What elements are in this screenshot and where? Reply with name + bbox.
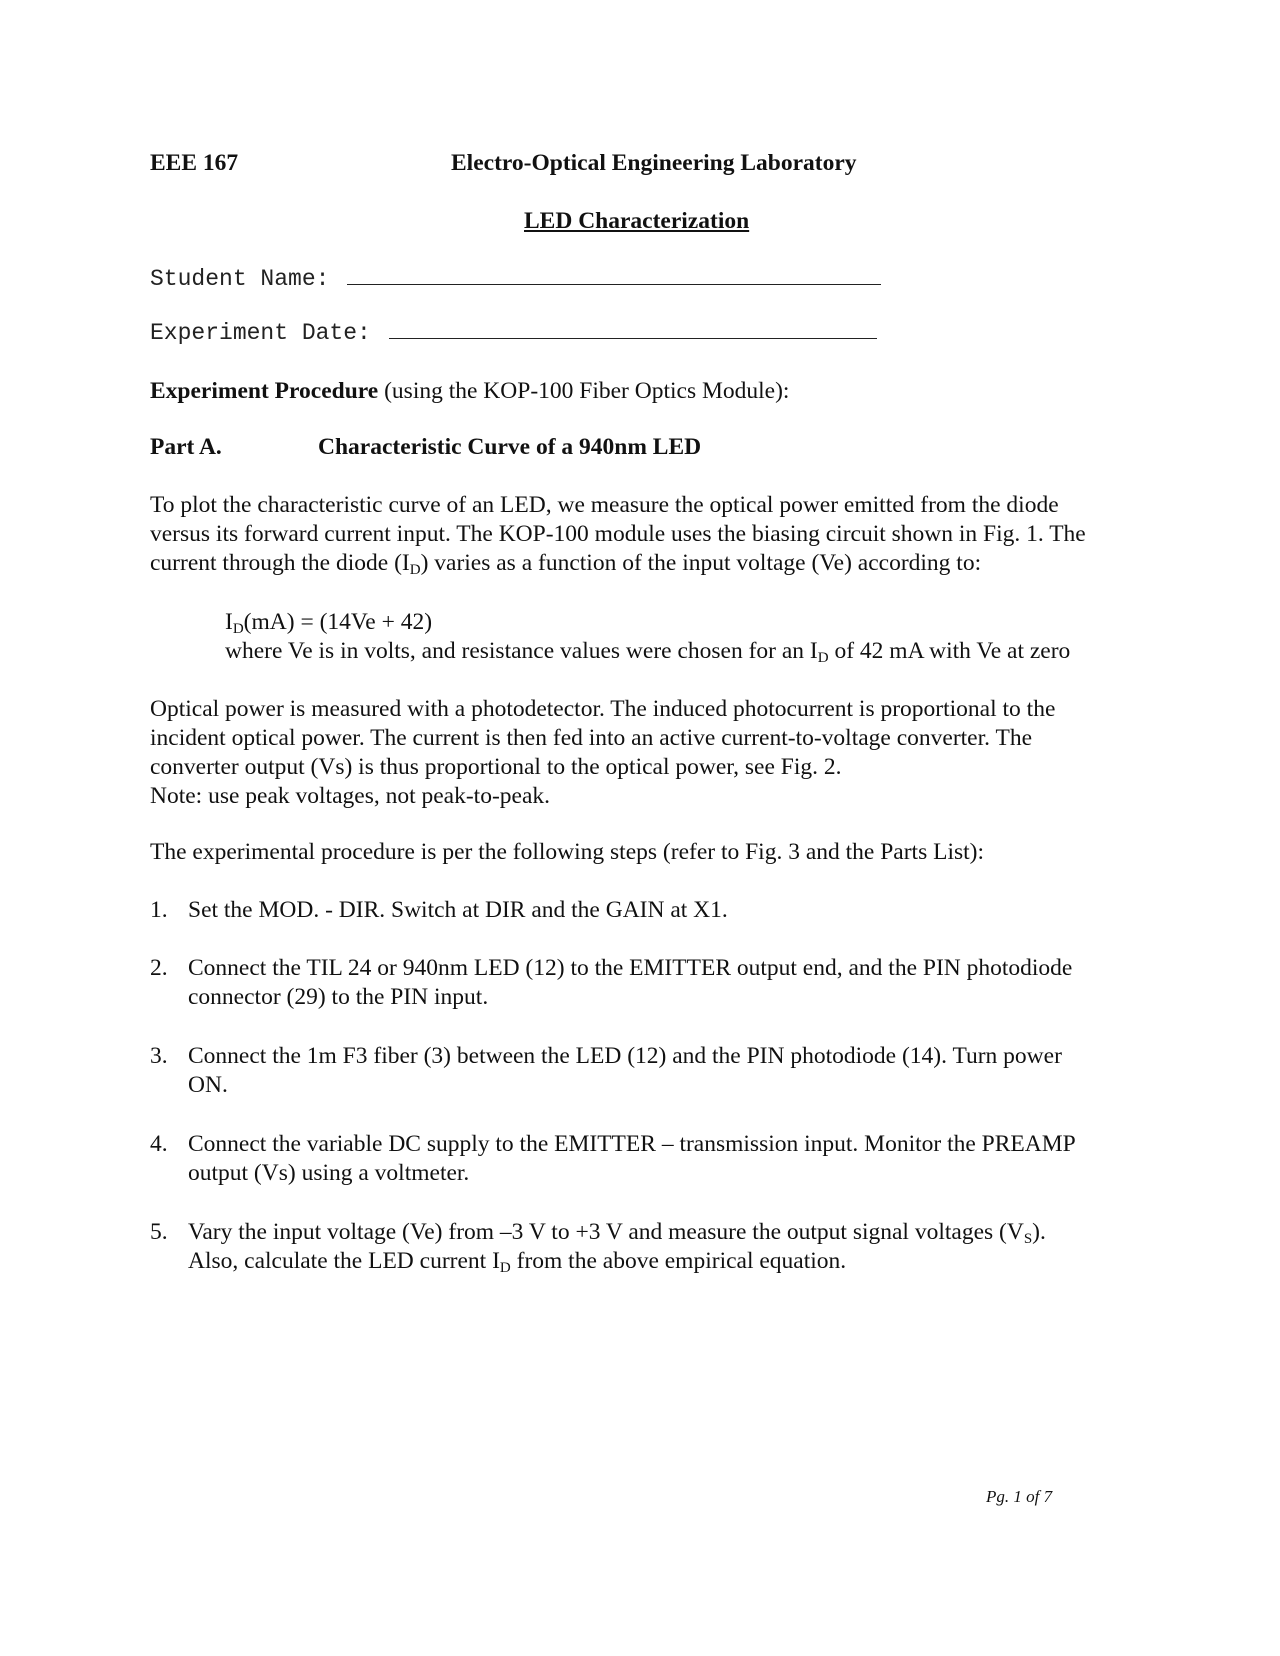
procedure-heading-bold: Experiment Procedure — [150, 378, 379, 404]
student-name-field[interactable] — [347, 264, 881, 285]
intro-paragraph — [150, 491, 1086, 578]
step-item: 4. Connect the variable DC supply to the EMITTER – transmission input. Monitor the PREAMP output (Vs) using a voltmeter. — [150, 1131, 1076, 1186]
step-number: 2. — [150, 955, 168, 981]
steps-intro: The experimental procedure is per the following steps (refer to Fig. 3 and the Parts List): — [150, 839, 985, 865]
equation-note: where Ve is in volts, and resistance values were chosen for an $I_D$ of 42 mA with Ve at zero — [225, 638, 1071, 666]
step-number: 4. — [150, 1131, 168, 1157]
lab-title: Electro-Optical Engineering Laboratory — [451, 150, 857, 176]
step-number: 5. — [150, 1219, 168, 1245]
part-a-title: Characteristic Curve of a 940nm LED — [318, 434, 702, 460]
optical-line: converter output (Vs) is thus proportional to the optical power, see Fig. 2. — [150, 754, 842, 780]
optical-note: Note: use peak voltages, not peak-to-peak. — [150, 783, 551, 809]
step-item: 5. Vary the input voltage (Ve) from –3 V to +3 V and measure the output signal voltages $(V_S)$. Also, calculate the LED current $I_D$ from the above empirical equation. — [150, 1219, 1046, 1276]
step-item: 2. Connect the TIL 24 or 940nm LED (12) to the EMITTER output end, and the PIN photodiode connector (29) to the PIN input. — [150, 955, 1073, 1010]
experiment-date-row — [150, 318, 877, 346]
step-number: 3. — [150, 1043, 168, 1069]
intro-line: versus its forward current input. The KOP-100 module uses the biasing circuit shown in Fig. 1. The — [150, 521, 1086, 547]
experiment-date-label: Experiment Date: — [150, 320, 371, 346]
course-code: EEE 167 — [150, 150, 239, 176]
optical-paragraph — [150, 695, 1055, 811]
procedure-heading-rest: (using the KOP-100 Fiber Optics Module): — [378, 378, 790, 404]
document-title: LED Characterization — [524, 208, 750, 234]
student-name-label: Student Name: — [150, 266, 330, 292]
page-number: Pg. 1 of 7 — [986, 1487, 1053, 1506]
step-item: 3. Connect the 1m F3 fiber (3) between the LED (12) and the PIN photodiode (14). Turn power ON. — [150, 1043, 1062, 1098]
student-name-row — [150, 264, 881, 292]
equation: $I_D(mA) = (14Ve + 42)$ — [225, 609, 433, 637]
intro-line: current through the diode $(I_D)$ varies as a function of the input voltage (Ve) according to: — [150, 550, 982, 578]
experiment-date-field[interactable] — [389, 318, 877, 339]
step-number: 1. — [150, 897, 168, 923]
optical-line: Optical power is measured with a photodetector. The induced photocurrent is proportional to the — [150, 696, 1056, 722]
equation-block — [225, 608, 1070, 666]
part-a-label: Part A. — [150, 434, 222, 460]
intro-line: To plot the characteristic curve of an LED, we measure the optical power emitted from the diode — [150, 492, 1059, 518]
step-item: 1. Set the MOD. - DIR. Switch at DIR and the GAIN at X1. — [150, 897, 728, 923]
procedure-heading — [150, 378, 789, 405]
optical-line: incident optical power. The current is then fed into an active current-to-voltage converter. The — [150, 725, 1033, 751]
